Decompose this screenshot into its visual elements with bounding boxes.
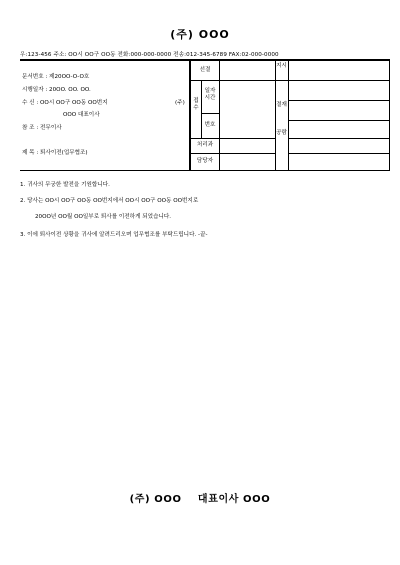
seonryeol-label: 선결	[199, 67, 211, 73]
gongram-label: 공람	[276, 130, 287, 136]
body-line-2: 2. 당사는 OO시 OO구 OO동 OO번지에서 OO시 OO구 OO동 OO번지로	[20, 198, 199, 204]
reference: 참 조 : 전무이사	[22, 125, 62, 131]
gyeoljae-label: 결재	[276, 102, 287, 108]
company-paren-label: (주)	[175, 100, 185, 106]
recipient-name: OOO 대표이사	[63, 112, 100, 118]
signature-line: (주) OOO 대표이사 OOO	[129, 494, 271, 505]
address-line: 우:123-456 주소: OO시 OO구 OO동 전화:000-000-0000 전송:012-345-6789 FAX:02-000-0000	[20, 52, 279, 58]
handler-label: 처리과	[196, 142, 214, 148]
subject: 제 목 : 퇴사이전(업무협조)	[22, 150, 88, 156]
body-line-3: 3. 이에 퇴사이전 상황을 귀사에 알려드리오며 업무협조를 부탁드립니다. -끝-	[20, 232, 208, 238]
recipient: 수 신 : OO시 OO구 OO동 OO번지	[22, 100, 108, 106]
body-line-1: 1. 귀사의 무궁한 발전을 기원합니다.	[20, 182, 110, 188]
number-label: 번호	[204, 122, 216, 128]
issue-date: 시행일자 : 20OO. OO. OO.	[22, 87, 91, 93]
body-line-2b: 20OO년 OO월 OO일부로 퇴사를 이전하게 되었습니다.	[35, 214, 172, 220]
charge-label: 담당자	[196, 158, 214, 164]
company-title: (주) OOO	[170, 28, 230, 41]
instruction-label: 지시	[276, 63, 287, 69]
jeopsu-label: 접수	[193, 98, 199, 111]
doc-number: 문서번호 : 제20OO-O-O호	[22, 74, 90, 80]
date-time-label: 일자 시간	[204, 88, 216, 101]
